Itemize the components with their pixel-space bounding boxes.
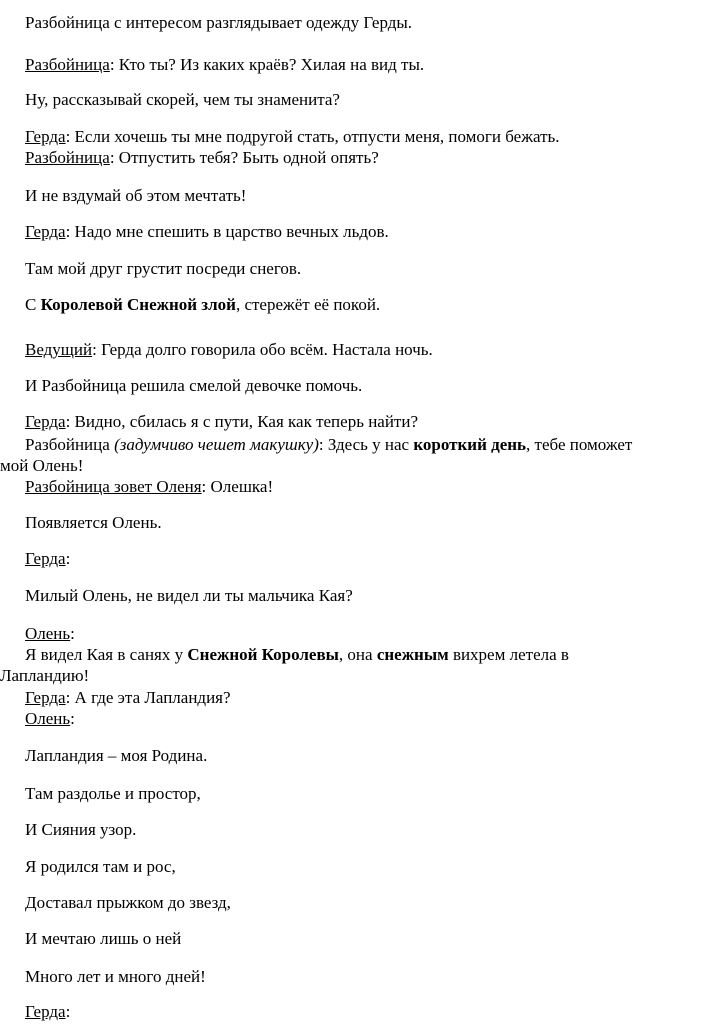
text: , она — [338, 645, 377, 664]
speaker-name: Разбойница — [25, 55, 110, 74]
dialogue-line-continuation — [0, 666, 700, 686]
text: Появляется Олень. — [25, 513, 162, 532]
stage-direction — [25, 513, 704, 533]
text: : Здесь у нас — [318, 435, 414, 454]
dialogue-line — [25, 586, 704, 606]
speaker-name: Герда — [25, 222, 66, 241]
dialogue-line — [25, 412, 704, 432]
text: Там раздолье и простор, — [25, 784, 201, 803]
verse-line — [25, 857, 704, 877]
dialogue-line — [25, 90, 704, 110]
text: , тебе поможет — [526, 435, 633, 454]
text: : А где эта Лапландия? — [65, 688, 231, 707]
verse-line — [25, 746, 704, 766]
speaker-name: Герда — [25, 1002, 66, 1021]
text: Я видел Кая в санях у — [25, 645, 188, 664]
speaker-name: Разбойница зовет Оленя — [25, 477, 202, 496]
dialogue-line — [25, 709, 704, 729]
text: : Отпустить тебя? Быть одной опять? — [109, 148, 379, 167]
dialogue-line — [25, 645, 704, 665]
text: Милый Олень, не видел ли ты мальчика Кая? — [25, 586, 353, 605]
bold-text: Снежной Королевы — [187, 645, 339, 664]
dialogue-line — [25, 55, 704, 75]
dialogue-line — [25, 295, 704, 315]
text: Я родился там и рос, — [25, 857, 176, 876]
speaker-name: Герда — [25, 549, 66, 568]
bold-text: короткий день — [413, 435, 527, 454]
bold-text: Королевой Снежной злой — [40, 295, 236, 314]
dialogue-line — [25, 222, 704, 242]
dialogue-line — [25, 148, 704, 168]
text: : Если хочешь ты мне подругой стать, отпусти меня, помоги бежать. — [65, 127, 560, 146]
stage-direction — [25, 13, 704, 33]
text: , стережёт её покой. — [235, 295, 381, 314]
dialogue-line — [25, 549, 704, 569]
text: Доставал прыжком до звезд, — [25, 893, 231, 912]
text: Разбойница с интересом разглядывает одежду Герды. — [25, 13, 413, 32]
dialogue-line — [25, 435, 704, 455]
dialogue-line — [25, 376, 704, 396]
text: Там мой друг грустит посреди снегов. — [25, 259, 302, 278]
verse-line — [25, 784, 704, 804]
verse-line — [25, 820, 704, 840]
speaker-name: Олень — [25, 709, 71, 728]
text: И не вздумай об этом мечтать! — [25, 186, 247, 205]
text: вихрем летела в — [448, 645, 569, 664]
dialogue-line — [25, 688, 704, 708]
dialogue-line — [25, 477, 704, 497]
text: Лапландию! — [0, 666, 90, 685]
text: И Разбойница решила смелой девочке помочь. — [25, 376, 363, 395]
dialogue-line — [25, 340, 704, 360]
text: Ну, рассказывай скорей, чем ты знаменита? — [25, 90, 340, 109]
text: : Видно, сбилась я с пути, Кая как теперь найти? — [65, 412, 419, 431]
text: : — [70, 624, 75, 643]
text: И Сияния узор. — [25, 820, 137, 839]
verse-line — [25, 893, 704, 913]
text: : Кто ты? Из каких краёв? Хилая на вид ты. — [109, 55, 425, 74]
text: Разбойница — [25, 435, 115, 454]
speaker-name: Олень — [25, 624, 71, 643]
dialogue-line — [25, 1002, 704, 1022]
speaker-name: Ведущий — [25, 340, 93, 359]
text: : Олешка! — [201, 477, 274, 496]
dialogue-line — [25, 127, 704, 147]
dialogue-line-continuation — [0, 456, 700, 476]
text: : — [65, 549, 71, 568]
text: : Герда долго говорила обо всём. Настала ночь. — [92, 340, 433, 359]
text: Много лет и много дней! — [25, 967, 206, 986]
dialogue-line — [25, 624, 704, 644]
speaker-name: Разбойница — [25, 148, 110, 167]
speaker-name: Герда — [25, 127, 66, 146]
dialogue-line — [25, 186, 704, 206]
text: И мечтаю лишь о ней — [25, 929, 182, 948]
text: : — [70, 709, 75, 728]
italic-remark: (задумчиво чешет макушку) — [114, 435, 319, 454]
text: : Надо мне спешить в царство вечных льдов. — [65, 222, 389, 241]
text: С — [25, 295, 41, 314]
speaker-name: Герда — [25, 412, 66, 431]
verse-line — [25, 929, 704, 949]
text: Лапландия – моя Родина. — [25, 746, 208, 765]
text: мой Олень! — [0, 456, 84, 475]
dialogue-line — [25, 259, 704, 279]
speaker-name: Герда — [25, 688, 66, 707]
verse-line — [25, 967, 704, 987]
bold-text: снежным — [376, 645, 449, 664]
text: : — [65, 1002, 71, 1021]
